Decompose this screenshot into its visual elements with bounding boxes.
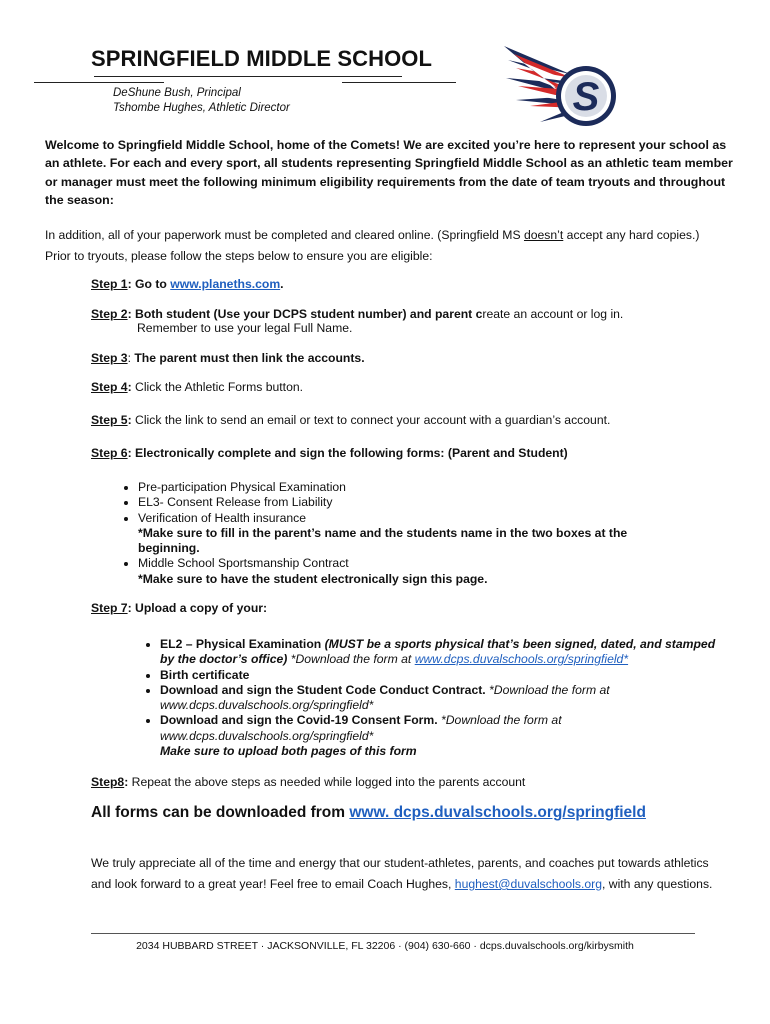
- paperwork-before: In addition, all of your paperwork must be completed and cleared online. (Springfield MS: [45, 228, 524, 242]
- form-sportsmanship: Middle School Sportsmanship Contract: [138, 556, 349, 571]
- step-4-label: Step 4: [91, 380, 128, 394]
- upload-birth-certificate: Birth certificate: [160, 667, 250, 682]
- step-4-text: Click the Athletic Forms button.: [131, 380, 304, 394]
- prior-paragraph: Prior to tryouts, please follow the steps below to ensure you are eligible:: [45, 249, 433, 263]
- upload-code-conduct: Download and sign the Student Code Conduct Contract.: [160, 682, 486, 697]
- uploads-list: [142, 637, 730, 759]
- footer-address: 2034 HUBBARD STREET · JACKSONVILLE, FL 32206 · (904) 630-660 · dcps.duvalschools.org/kirbysmith: [136, 940, 634, 952]
- header-rule-right: [342, 82, 456, 83]
- upload-covid-note: Make sure to upload both pages of this form: [160, 744, 417, 759]
- title-underline: [94, 76, 402, 77]
- step-1-text: : Go to: [127, 277, 171, 291]
- upload-el2-download: *Download the form at: [287, 652, 415, 667]
- closing-end: , with any questions.: [602, 877, 713, 891]
- step-6-bold: : Electronically complete and sign the following forms: (Parent and Student): [127, 446, 568, 460]
- all-forms-line: [91, 804, 646, 822]
- list-item: [160, 668, 730, 683]
- list-item: [138, 480, 678, 495]
- upload-el2: EL2 – Physical Examination: [160, 637, 325, 651]
- step-2-line2: Remember to use your legal Full Name.: [137, 321, 353, 335]
- list-item: [138, 511, 678, 557]
- planeths-link[interactable]: www.planeths.com: [170, 277, 281, 291]
- step-8-colon: :: [124, 775, 129, 789]
- logo-letter: S: [572, 75, 600, 119]
- list-item: [138, 495, 678, 510]
- paperwork-underlined: doesn’t: [523, 228, 564, 242]
- form-el3: EL3- Consent Release from Liability: [138, 495, 333, 510]
- list-item: [160, 713, 730, 759]
- form-health-insurance: Verification of Health insurance: [138, 510, 307, 525]
- form-preparticipation: Pre-participation Physical Examination: [138, 480, 346, 494]
- upload-covid-download: *Download the form at www.dcps.duvalschools.org/springfield*: [160, 713, 562, 743]
- list-item: [160, 637, 730, 668]
- step-7-bold: : Upload a copy of your:: [127, 601, 268, 615]
- step-6-label: Step 6: [91, 446, 128, 460]
- step-5-label: Step 5: [91, 413, 128, 427]
- form-sportsmanship-note: *Make sure to have the student electronically sign this page.: [138, 571, 488, 586]
- step-5-text: Click the link to send an email or text to connect your account with a guardian’s account.: [131, 413, 611, 427]
- step-2-rest: reate an account or log in.: [482, 307, 624, 321]
- upload-el2-link[interactable]: www.dcps.duvalschools.org/springfield*: [414, 652, 629, 667]
- list-item: [160, 683, 730, 714]
- step-8: [91, 775, 525, 789]
- step-4: [91, 380, 303, 394]
- paperwork-after: accept any hard copies.): [563, 228, 700, 242]
- step-8-text: Repeat the above steps as needed while logged into the parents account: [128, 775, 526, 789]
- closing-paragraph: [91, 853, 721, 895]
- header-rule-left: [34, 82, 164, 83]
- school-name: SPRINGFIELD MIDDLE SCHOOL: [91, 46, 433, 71]
- step-8-label: Step8: [91, 775, 125, 789]
- form-health-note: *Make sure to fill in the parent’s name and the students name in the two boxes at the beginning.: [138, 525, 628, 556]
- all-forms-text: All forms can be downloaded from: [91, 804, 350, 821]
- all-forms-link[interactable]: www. dcps.duvalschools.org/springfield: [349, 804, 646, 821]
- principal-name: DeShune Bush, Principal: [113, 87, 241, 99]
- step-7: [91, 601, 267, 615]
- upload-code-conduct-download: *Download the form at www.dcps.duvalschools.org/springfield*: [160, 682, 610, 713]
- step-5: [91, 413, 610, 427]
- upload-el2-must: (MUST be a sports physical that’s been signed, dated, and stamped by the doctor’s office): [160, 637, 716, 667]
- comets-logo: [500, 40, 620, 140]
- list-item: [138, 556, 678, 587]
- footer-rule: [91, 933, 695, 934]
- step-2-label: Step 2: [91, 307, 128, 321]
- step-3: [91, 351, 365, 365]
- coach-email-link[interactable]: hughest@duvalschools.org: [454, 877, 602, 891]
- step-1-end: .: [280, 277, 284, 291]
- step-2: [91, 307, 623, 321]
- closing-text: We truly appreciate all of the time and energy that our student-athletes, parents, and coaches put towards athletics and look forward to a great year! Feel free to email Coach Hughes,: [91, 856, 709, 891]
- step-3-sep: :: [127, 351, 135, 365]
- athletic-director-name: Tshombe Hughes, Athletic Director: [113, 102, 290, 114]
- step-4-colon: :: [127, 380, 132, 394]
- intro-paragraph: Welcome to Springfield Middle School, home of the Comets! We are excited you’re here to represent your school as an athlete. For each and every sport, all students representing Springfield Middle School as an athletic team member or manager must meet the following minimum eligibility requirements from the date of team tryouts and throughout the season:: [45, 138, 733, 207]
- step-1-label: Step 1: [91, 277, 128, 291]
- paperwork-paragraph: [45, 225, 745, 245]
- step-3-label: Step 3: [91, 351, 128, 365]
- upload-covid-consent: Download and sign the Covid-19 Consent Form.: [160, 713, 438, 728]
- step-3-bold: The parent must then link the accounts.: [134, 351, 365, 365]
- step-6: [91, 446, 568, 460]
- step-1: [91, 277, 284, 291]
- forms-list: [120, 480, 678, 587]
- step-2-bold: : Both student (Use your DCPS student number) and parent c: [127, 307, 483, 321]
- step-5-colon: :: [127, 413, 132, 427]
- step-7-label: Step 7: [91, 601, 128, 615]
